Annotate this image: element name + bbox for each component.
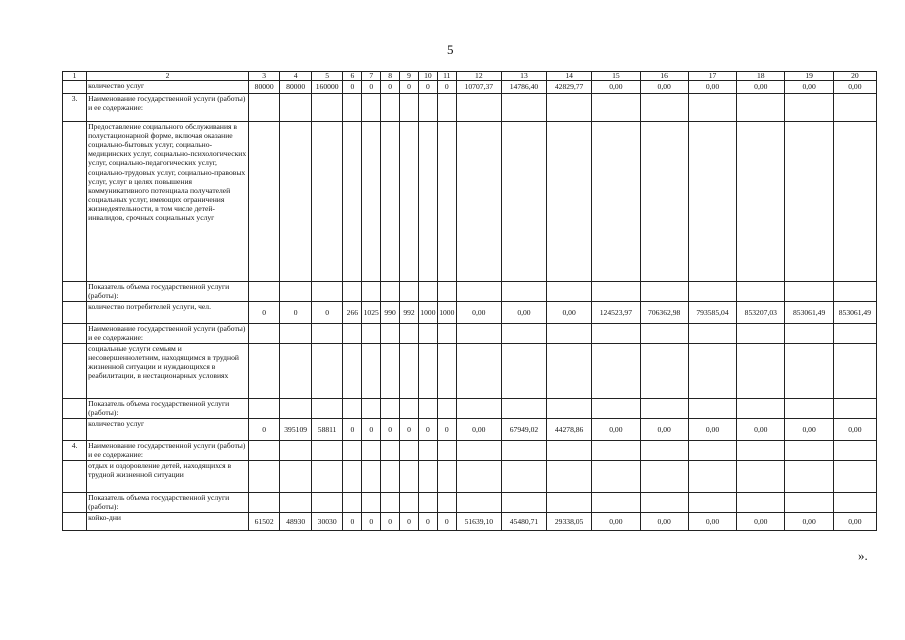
- value-cell: [248, 324, 280, 344]
- value-cell: [400, 399, 419, 419]
- value-cell: [248, 344, 280, 399]
- column-number: 13: [501, 72, 546, 81]
- budget-table: [62, 71, 877, 531]
- value-cell: [362, 441, 381, 461]
- value-cell: 0: [343, 81, 362, 94]
- value-cell: [785, 94, 833, 122]
- value-cell: [418, 122, 437, 282]
- value-cell: [362, 344, 381, 399]
- value-cell: [547, 324, 592, 344]
- value-cell: 0,00: [785, 419, 833, 441]
- value-cell: [437, 399, 456, 419]
- column-number: 12: [456, 72, 501, 81]
- value-cell: 0: [400, 513, 419, 531]
- value-cell: 160000: [311, 81, 343, 94]
- value-cell: 0: [248, 419, 280, 441]
- value-cell: [592, 282, 640, 302]
- column-number: 6: [343, 72, 362, 81]
- value-cell: [280, 344, 312, 399]
- value-cell: [437, 344, 456, 399]
- row-description: количество потребителей услуги, чел.: [87, 302, 249, 324]
- value-cell: [400, 493, 419, 513]
- column-number: 14: [547, 72, 592, 81]
- value-cell: 0,00: [688, 81, 736, 94]
- value-cell: [311, 282, 343, 302]
- closing-mark: ».: [858, 548, 868, 563]
- row-index: [63, 122, 87, 282]
- value-cell: [547, 399, 592, 419]
- value-cell: 0: [248, 302, 280, 324]
- value-cell: [280, 282, 312, 302]
- value-cell: [418, 399, 437, 419]
- value-cell: [547, 441, 592, 461]
- value-cell: [456, 324, 501, 344]
- value-cell: [833, 122, 876, 282]
- value-cell: 0,00: [688, 419, 736, 441]
- value-cell: [280, 399, 312, 419]
- value-cell: [640, 324, 688, 344]
- row-index: [63, 419, 87, 441]
- value-cell: [400, 282, 419, 302]
- value-cell: [640, 344, 688, 399]
- value-cell: [833, 493, 876, 513]
- value-cell: [737, 282, 785, 302]
- value-cell: 45480,71: [501, 513, 546, 531]
- value-cell: [833, 399, 876, 419]
- value-cell: 0,00: [456, 419, 501, 441]
- value-cell: [592, 324, 640, 344]
- row-index: [63, 81, 87, 94]
- value-cell: [280, 324, 312, 344]
- value-cell: [362, 461, 381, 493]
- value-cell: [640, 94, 688, 122]
- value-cell: [547, 122, 592, 282]
- table-row: [63, 94, 877, 122]
- table-row: [63, 122, 877, 282]
- value-cell: [381, 441, 400, 461]
- page-number: 5: [447, 42, 454, 57]
- value-cell: 0,00: [688, 513, 736, 531]
- value-cell: [737, 461, 785, 493]
- value-cell: 80000: [248, 81, 280, 94]
- value-cell: [311, 122, 343, 282]
- value-cell: [400, 441, 419, 461]
- value-cell: [456, 399, 501, 419]
- value-cell: [737, 122, 785, 282]
- value-cell: 992: [400, 302, 419, 324]
- value-cell: 0: [280, 302, 312, 324]
- value-cell: [437, 94, 456, 122]
- value-cell: [362, 399, 381, 419]
- value-cell: [343, 122, 362, 282]
- value-cell: [456, 282, 501, 302]
- value-cell: [456, 122, 501, 282]
- value-cell: [592, 441, 640, 461]
- value-cell: [437, 122, 456, 282]
- value-cell: [501, 324, 546, 344]
- value-cell: [280, 493, 312, 513]
- value-cell: [362, 122, 381, 282]
- value-cell: 0: [343, 419, 362, 441]
- value-cell: 0,00: [592, 419, 640, 441]
- table-row: [63, 461, 877, 493]
- value-cell: [640, 441, 688, 461]
- value-cell: [785, 399, 833, 419]
- value-cell: [343, 399, 362, 419]
- row-index: [63, 493, 87, 513]
- value-cell: [437, 324, 456, 344]
- value-cell: [833, 282, 876, 302]
- value-cell: [688, 399, 736, 419]
- value-cell: [400, 461, 419, 493]
- value-cell: [248, 461, 280, 493]
- column-number: 3: [248, 72, 280, 81]
- value-cell: [418, 493, 437, 513]
- value-cell: 0: [381, 513, 400, 531]
- value-cell: 44278,86: [547, 419, 592, 441]
- value-cell: 0: [381, 81, 400, 94]
- value-cell: 14786,40: [501, 81, 546, 94]
- value-cell: 853061,49: [833, 302, 876, 324]
- value-cell: [381, 461, 400, 493]
- row-description: количество услуг: [87, 419, 249, 441]
- column-number: 11: [437, 72, 456, 81]
- value-cell: 51639,10: [456, 513, 501, 531]
- row-index: [63, 399, 87, 419]
- value-cell: 395109: [280, 419, 312, 441]
- value-cell: 48930: [280, 513, 312, 531]
- value-cell: [640, 282, 688, 302]
- value-cell: [501, 461, 546, 493]
- value-cell: [280, 94, 312, 122]
- value-cell: [785, 344, 833, 399]
- value-cell: [280, 461, 312, 493]
- value-cell: 0: [362, 81, 381, 94]
- value-cell: [248, 94, 280, 122]
- value-cell: [343, 461, 362, 493]
- value-cell: [280, 122, 312, 282]
- table-row: [63, 493, 877, 513]
- value-cell: 0,00: [501, 302, 546, 324]
- value-cell: 1000: [418, 302, 437, 324]
- value-cell: 0,00: [737, 419, 785, 441]
- row-index: [63, 302, 87, 324]
- value-cell: 0: [437, 513, 456, 531]
- value-cell: 124523,97: [592, 302, 640, 324]
- row-index: [63, 461, 87, 493]
- value-cell: [737, 399, 785, 419]
- value-cell: 0: [381, 419, 400, 441]
- value-cell: [547, 282, 592, 302]
- value-cell: [501, 122, 546, 282]
- row-index: [63, 324, 87, 344]
- row-description: Наименование государственной услуги (работы) и ее содержание:: [87, 441, 249, 461]
- value-cell: [437, 493, 456, 513]
- value-cell: [501, 441, 546, 461]
- row-description: Показатель объема государственной услуги (работы):: [87, 493, 249, 513]
- row-description: Наименование государственной услуги (работы) и ее содержание:: [87, 94, 249, 122]
- value-cell: [785, 461, 833, 493]
- value-cell: 853207,03: [737, 302, 785, 324]
- value-cell: 0: [437, 419, 456, 441]
- value-cell: [248, 122, 280, 282]
- value-cell: [688, 344, 736, 399]
- value-cell: 0,00: [640, 81, 688, 94]
- value-cell: [437, 282, 456, 302]
- column-number: 5: [311, 72, 343, 81]
- column-number: 1: [63, 72, 87, 81]
- table-row: [63, 399, 877, 419]
- value-cell: [547, 461, 592, 493]
- table-row: [63, 344, 877, 399]
- value-cell: [688, 441, 736, 461]
- value-cell: 0,00: [833, 81, 876, 94]
- value-cell: [688, 324, 736, 344]
- value-cell: 61502: [248, 513, 280, 531]
- row-description: койко-дни: [87, 513, 249, 531]
- value-cell: 0: [400, 419, 419, 441]
- value-cell: [592, 399, 640, 419]
- value-cell: 0,00: [785, 513, 833, 531]
- value-cell: [785, 441, 833, 461]
- value-cell: [280, 441, 312, 461]
- row-description: Показатель объема государственной услуги (работы):: [87, 399, 249, 419]
- row-description: социальные услуги семьям и несовершеннолетним, находящимся в трудной жизненной ситуации и нуждающихся в реабилитации, в нестационарных условиях: [87, 344, 249, 399]
- value-cell: [737, 94, 785, 122]
- value-cell: [381, 94, 400, 122]
- value-cell: 58811: [311, 419, 343, 441]
- value-cell: [418, 324, 437, 344]
- row-description: количество услуг: [87, 81, 249, 94]
- column-number: 18: [737, 72, 785, 81]
- value-cell: [785, 122, 833, 282]
- value-cell: [592, 122, 640, 282]
- column-number: 17: [688, 72, 736, 81]
- value-cell: 0,00: [833, 419, 876, 441]
- value-cell: [592, 344, 640, 399]
- value-cell: [311, 493, 343, 513]
- value-cell: 0,00: [737, 81, 785, 94]
- column-number: 15: [592, 72, 640, 81]
- value-cell: [833, 461, 876, 493]
- value-cell: [456, 441, 501, 461]
- value-cell: 0,00: [833, 513, 876, 531]
- value-cell: 853061,49: [785, 302, 833, 324]
- column-number: 20: [833, 72, 876, 81]
- value-cell: [343, 441, 362, 461]
- value-cell: [343, 493, 362, 513]
- value-cell: [311, 441, 343, 461]
- column-number: 9: [400, 72, 419, 81]
- column-number: 7: [362, 72, 381, 81]
- column-number: 16: [640, 72, 688, 81]
- value-cell: [547, 94, 592, 122]
- value-cell: [456, 461, 501, 493]
- value-cell: 0: [362, 419, 381, 441]
- row-description: отдых и оздоровление детей, находящихся в трудной жизненной ситуации: [87, 461, 249, 493]
- value-cell: 29338,05: [547, 513, 592, 531]
- value-cell: 0,00: [456, 302, 501, 324]
- row-index: [63, 282, 87, 302]
- value-cell: [343, 282, 362, 302]
- value-cell: [248, 399, 280, 419]
- column-number: 19: [785, 72, 833, 81]
- value-cell: [362, 94, 381, 122]
- value-cell: [381, 493, 400, 513]
- value-cell: [381, 344, 400, 399]
- column-number: 2: [87, 72, 249, 81]
- value-cell: [400, 122, 419, 282]
- value-cell: [785, 282, 833, 302]
- value-cell: [688, 94, 736, 122]
- value-cell: [547, 493, 592, 513]
- value-cell: [311, 461, 343, 493]
- value-cell: [592, 94, 640, 122]
- value-cell: 0: [418, 81, 437, 94]
- value-cell: [343, 94, 362, 122]
- value-cell: 0,00: [640, 419, 688, 441]
- column-number: 8: [381, 72, 400, 81]
- row-description: Наименование государственной услуги (работы) и ее содержание:: [87, 324, 249, 344]
- value-cell: [311, 324, 343, 344]
- value-cell: 0,00: [592, 81, 640, 94]
- row-index: 4.: [63, 441, 87, 461]
- value-cell: [362, 493, 381, 513]
- value-cell: [833, 324, 876, 344]
- value-cell: [592, 493, 640, 513]
- value-cell: [456, 94, 501, 122]
- column-number-header: [63, 72, 877, 81]
- value-cell: [381, 399, 400, 419]
- value-cell: [343, 344, 362, 399]
- value-cell: [501, 282, 546, 302]
- value-cell: [381, 122, 400, 282]
- value-cell: 0: [437, 81, 456, 94]
- value-cell: [501, 399, 546, 419]
- value-cell: 0,00: [547, 302, 592, 324]
- row-description: Показатель объема государственной услуги (работы):: [87, 282, 249, 302]
- value-cell: [640, 461, 688, 493]
- value-cell: [248, 441, 280, 461]
- value-cell: 10707,37: [456, 81, 501, 94]
- row-index: [63, 344, 87, 399]
- row-index: 3.: [63, 94, 87, 122]
- value-cell: [456, 493, 501, 513]
- value-cell: [688, 122, 736, 282]
- value-cell: [400, 94, 419, 122]
- value-cell: 1025: [362, 302, 381, 324]
- value-cell: [400, 344, 419, 399]
- table-row: [63, 441, 877, 461]
- value-cell: 0: [343, 513, 362, 531]
- value-cell: [640, 122, 688, 282]
- value-cell: [437, 441, 456, 461]
- value-cell: 0,00: [737, 513, 785, 531]
- value-cell: 0,00: [785, 81, 833, 94]
- value-cell: [343, 324, 362, 344]
- value-cell: 30030: [311, 513, 343, 531]
- value-cell: [737, 493, 785, 513]
- value-cell: [640, 399, 688, 419]
- value-cell: [785, 493, 833, 513]
- value-cell: [381, 282, 400, 302]
- value-cell: 0: [311, 302, 343, 324]
- value-cell: [362, 282, 381, 302]
- value-cell: [547, 344, 592, 399]
- column-number: 4: [280, 72, 312, 81]
- value-cell: [437, 461, 456, 493]
- value-cell: [737, 344, 785, 399]
- table-row: [63, 513, 877, 531]
- value-cell: [640, 493, 688, 513]
- value-cell: 80000: [280, 81, 312, 94]
- table-row: [63, 324, 877, 344]
- value-cell: [418, 94, 437, 122]
- value-cell: 793585,04: [688, 302, 736, 324]
- row-description: Предоставление социального обслуживания в полустационарной форме, включая оказание социально-бытовых услуг, социально-медицинских услуг, социально-психологических услуг, социально-педагогических услуг, социально-трудовых услуг, социально-правовых услуг, услуг в целях повышения коммуникативного потенциала получателей социальных услуг, имеющих ограничения жизнедеятельности, в том числе детей-инвалидов, срочных социальных услуг: [87, 122, 249, 282]
- value-cell: 0,00: [640, 513, 688, 531]
- value-cell: 706362,98: [640, 302, 688, 324]
- value-cell: 67949,02: [501, 419, 546, 441]
- column-number: 10: [418, 72, 437, 81]
- value-cell: [311, 399, 343, 419]
- value-cell: [833, 94, 876, 122]
- table-row: [63, 419, 877, 441]
- value-cell: [456, 344, 501, 399]
- value-cell: [737, 324, 785, 344]
- value-cell: [362, 324, 381, 344]
- value-cell: [418, 441, 437, 461]
- value-cell: [311, 344, 343, 399]
- value-cell: [737, 441, 785, 461]
- value-cell: 0: [400, 81, 419, 94]
- table-row: [63, 282, 877, 302]
- value-cell: [501, 94, 546, 122]
- value-cell: [833, 344, 876, 399]
- value-cell: [688, 461, 736, 493]
- value-cell: 0: [362, 513, 381, 531]
- value-cell: [248, 282, 280, 302]
- value-cell: [381, 324, 400, 344]
- value-cell: 0: [418, 513, 437, 531]
- value-cell: [501, 493, 546, 513]
- value-cell: 266: [343, 302, 362, 324]
- value-cell: [785, 324, 833, 344]
- value-cell: [501, 344, 546, 399]
- value-cell: 42829,77: [547, 81, 592, 94]
- table-row: [63, 81, 877, 94]
- value-cell: [688, 282, 736, 302]
- value-cell: [688, 493, 736, 513]
- value-cell: [400, 324, 419, 344]
- value-cell: 990: [381, 302, 400, 324]
- value-cell: 0: [418, 419, 437, 441]
- value-cell: [418, 344, 437, 399]
- value-cell: [592, 461, 640, 493]
- value-cell: [248, 493, 280, 513]
- value-cell: 0,00: [592, 513, 640, 531]
- row-index: [63, 513, 87, 531]
- value-cell: 1000: [437, 302, 456, 324]
- value-cell: [418, 461, 437, 493]
- table-row: [63, 302, 877, 324]
- value-cell: [311, 94, 343, 122]
- value-cell: [418, 282, 437, 302]
- value-cell: [833, 441, 876, 461]
